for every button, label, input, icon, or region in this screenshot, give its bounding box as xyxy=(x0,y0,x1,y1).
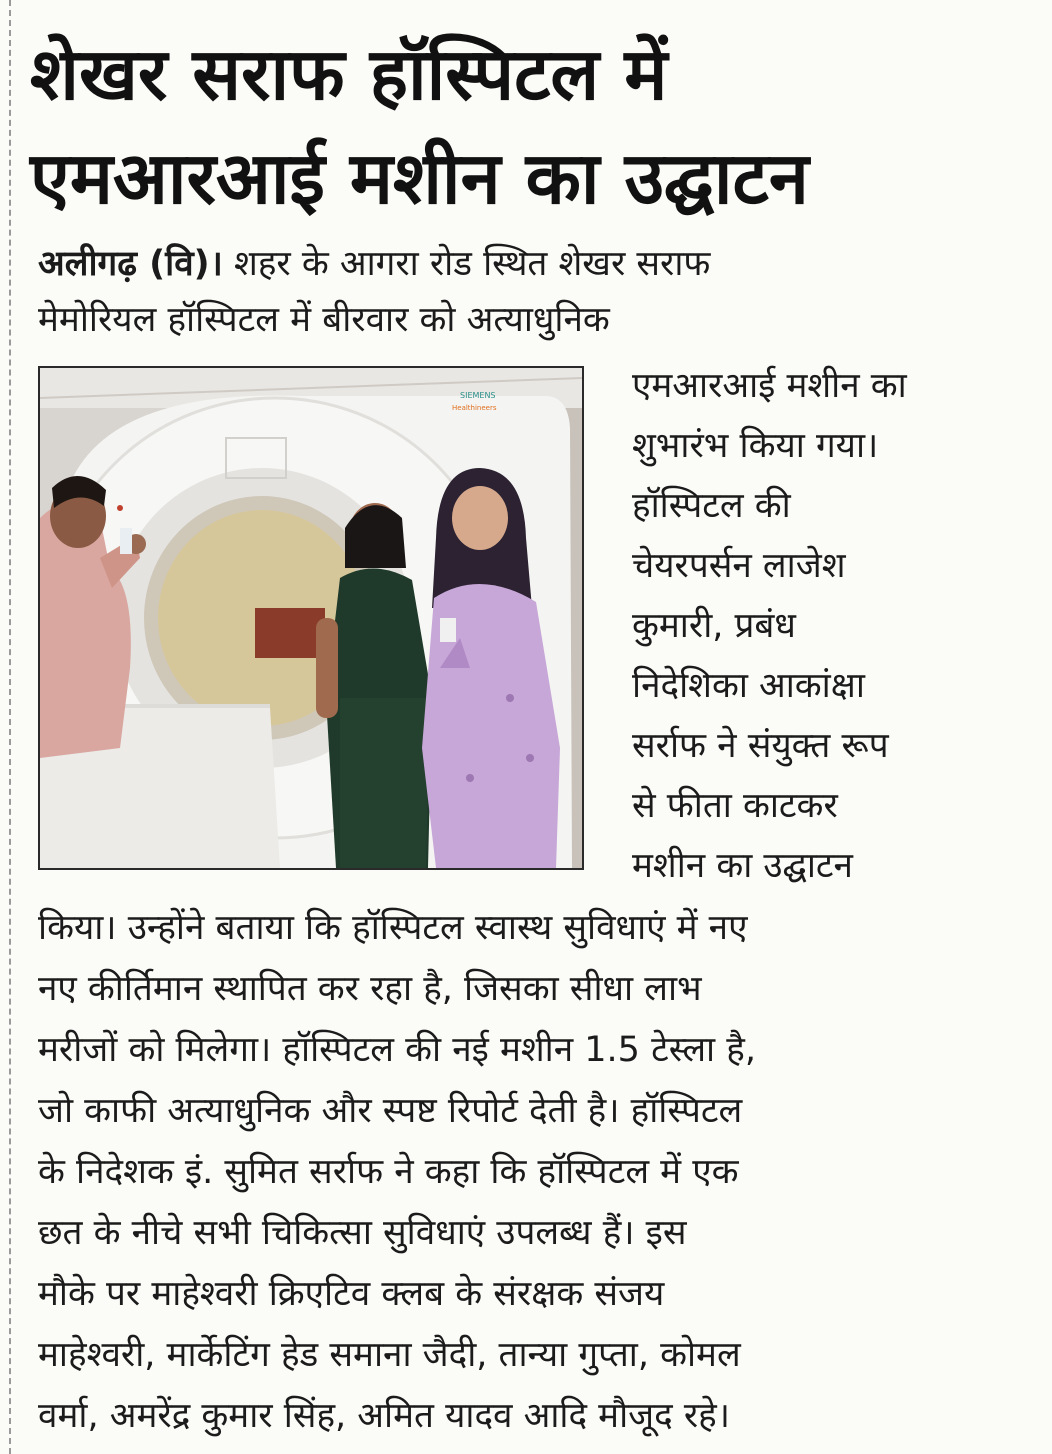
side-line: मशीन का उद्घाटन xyxy=(632,846,853,886)
body-line: मरीजों को मिलेगा। हॉस्पिटल की नई मशीन 1.5 टेस्ला है, xyxy=(38,1030,756,1070)
news-photo xyxy=(38,366,584,870)
side-line: से फीता काटकर xyxy=(632,786,838,826)
body-line: जो काफी अत्याधुनिक और स्पष्ट रिपोर्ट देती है। हॉस्पिटल xyxy=(38,1091,743,1131)
headline-line-2: एमआरआई मशीन का उद्घाटन xyxy=(30,136,809,220)
siemens-logo: SIEMENS xyxy=(460,391,496,400)
side-line: शुभारंभ किया गया। xyxy=(632,426,879,466)
side-line: एमआरआई मशीन का xyxy=(632,366,907,406)
side-column-text xyxy=(632,356,1032,896)
body-line: मौके पर माहेश्वरी क्रिएटिव क्लब के संरक्षक संजय xyxy=(38,1274,665,1314)
side-line: निदेशिका आकांक्षा xyxy=(632,666,865,706)
side-line: चेयरपर्सन लाजेश xyxy=(632,546,846,586)
lead-line-1-text: शहर के आगरा रोड स्थित शेखर सराफ xyxy=(222,244,711,284)
body-line: के निदेशक इं. सुमित सर्राफ ने कहा कि हॉस्पिटल में एक xyxy=(38,1152,739,1192)
body-line: वर्मा, अमरेंद्र कुमार सिंह, अमित यादव आदि मौजूद रहे। xyxy=(38,1396,731,1436)
column-divider xyxy=(9,0,11,1454)
body-line: माहेश्वरी, मार्केटिंग हेड समाना जैदी, तान्या गुप्ता, कोमल xyxy=(38,1335,741,1375)
side-line: सर्राफ ने संयुक्त रूप xyxy=(632,726,889,766)
body-paragraph xyxy=(38,898,1028,1447)
lead-line-1 xyxy=(38,236,1028,292)
headline-line-1: शेखर सराफ हॉस्पिटल में xyxy=(30,32,668,116)
healthineers-logo: Healthineers xyxy=(452,404,497,412)
mri-inauguration-photo xyxy=(40,368,582,868)
body-line: किया। उन्होंने बताया कि हॉस्पिटल स्वास्थ सुविधाएं में नए xyxy=(38,908,748,948)
dateline: अलीगढ़ (वि)। xyxy=(38,244,223,284)
body-line: नए कीर्तिमान स्थापित कर रहा है, जिसका सीधा लाभ xyxy=(38,969,702,1009)
body-line: छत के नीचे सभी चिकित्सा सुविधाएं उपलब्ध हैं। इस xyxy=(38,1213,687,1253)
lead-line-2: मेमोरियल हॉस्पिटल में बीरवार को अत्याधुनिक xyxy=(38,300,610,340)
headline xyxy=(30,22,1030,230)
side-line: कुमारी, प्रबंध xyxy=(632,606,796,646)
lead-paragraph xyxy=(38,236,1028,348)
side-line: हॉस्पिटल की xyxy=(632,486,791,526)
